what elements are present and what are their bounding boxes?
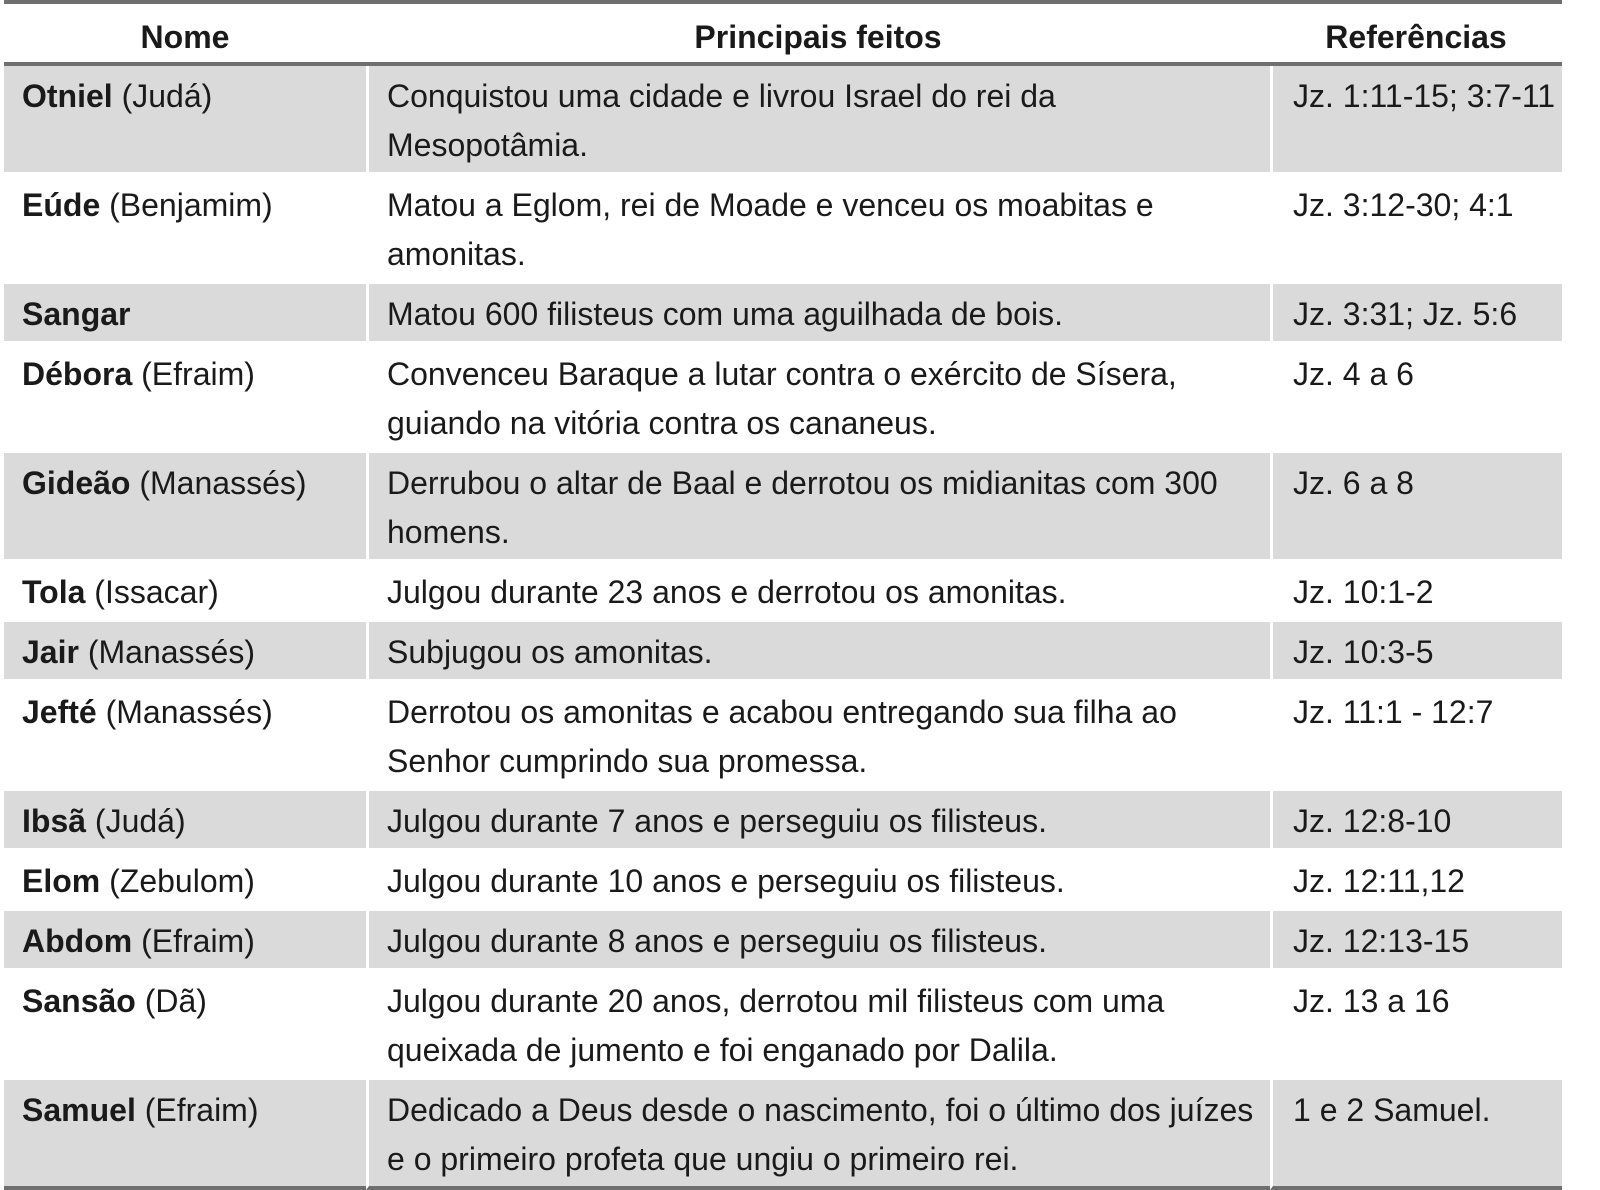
cell-references: Jz. 10:3-5 xyxy=(1270,622,1562,682)
judge-tribe: (Benjamim) xyxy=(100,187,273,223)
cell-name xyxy=(4,66,366,175)
cell-deeds: Julgou durante 20 anos, derrotou mil filisteus com uma queixada de jumento e foi enganado por Dalila. xyxy=(366,971,1270,1080)
cell-references: Jz. 10:1-2 xyxy=(1270,562,1562,622)
judge-tribe: (Judá) xyxy=(112,78,213,114)
cell-references: Jz. 13 a 16 xyxy=(1270,971,1562,1080)
table-row xyxy=(4,911,1562,971)
header-deeds: Principais feitos xyxy=(366,0,1270,66)
cell-name xyxy=(4,175,366,284)
cell-references: Jz. 11:1 - 12:7 xyxy=(1270,682,1562,791)
cell-deeds: Matou 600 filisteus com uma aguilhada de bois. xyxy=(366,284,1270,344)
judge-tribe: (Zebulom) xyxy=(100,863,255,899)
table-row xyxy=(4,344,1562,453)
table-row xyxy=(4,562,1562,622)
cell-name xyxy=(4,284,366,344)
header-name: Nome xyxy=(4,0,366,66)
cell-deeds: Subjugou os amonitas. xyxy=(366,622,1270,682)
cell-name xyxy=(4,562,366,622)
table-row xyxy=(4,791,1562,851)
table-row xyxy=(4,622,1562,682)
table-row xyxy=(4,284,1562,344)
cell-name xyxy=(4,682,366,791)
cell-deeds: Matou a Eglom, rei de Moade e venceu os moabitas e amonitas. xyxy=(366,175,1270,284)
judges-table xyxy=(4,0,1562,1190)
judge-name: Abdom xyxy=(22,923,133,959)
cell-references: Jz. 12:11,12 xyxy=(1270,851,1562,911)
judge-tribe: (Dã) xyxy=(135,983,207,1019)
judge-name: Sangar xyxy=(22,296,131,332)
header-references: Referências xyxy=(1270,0,1562,66)
cell-deeds: Julgou durante 8 anos e perseguiu os filisteus. xyxy=(366,911,1270,971)
cell-deeds: Derrotou os amonitas e acabou entregando sua filha ao Senhor cumprindo sua promessa. xyxy=(366,682,1270,791)
judge-tribe: (Manassés) xyxy=(130,465,307,501)
cell-name xyxy=(4,622,366,682)
table-row xyxy=(4,1080,1562,1190)
table-row xyxy=(4,851,1562,911)
judge-name: Sansão xyxy=(22,983,136,1019)
judge-name: Débora xyxy=(22,356,133,392)
cell-deeds: Julgou durante 10 anos e perseguiu os filisteus. xyxy=(366,851,1270,911)
cell-name xyxy=(4,851,366,911)
table-row xyxy=(4,453,1562,562)
judge-tribe: (Efraim) xyxy=(132,923,255,959)
header-row xyxy=(4,0,1562,66)
judge-tribe: (Manassés) xyxy=(96,694,273,730)
table-body xyxy=(4,66,1562,1190)
cell-deeds: Julgou durante 23 anos e derrotou os amonitas. xyxy=(366,562,1270,622)
cell-deeds: Convenceu Baraque a lutar contra o exército de Sísera, guiando na vitória contra os cananeus. xyxy=(366,344,1270,453)
table-header xyxy=(4,0,1562,66)
cell-references: Jz. 4 a 6 xyxy=(1270,344,1562,453)
judge-name: Tola xyxy=(22,574,86,610)
cell-name xyxy=(4,791,366,851)
table-row xyxy=(4,175,1562,284)
cell-references: Jz. 6 a 8 xyxy=(1270,453,1562,562)
cell-references: Jz. 1:11-15; 3:7-11 xyxy=(1270,66,1562,175)
cell-deeds: Derrubou o altar de Baal e derrotou os midianitas com 300 homens. xyxy=(366,453,1270,562)
judge-name: Elom xyxy=(22,863,101,899)
cell-references: Jz. 3:12-30; 4:1 xyxy=(1270,175,1562,284)
cell-name xyxy=(4,1080,366,1190)
cell-deeds: Conquistou uma cidade e livrou Israel do rei da Mesopotâmia. xyxy=(366,66,1270,175)
judge-name: Jefté xyxy=(22,694,97,730)
judges-table-container xyxy=(4,0,1562,1190)
cell-references: 1 e 2 Samuel. xyxy=(1270,1080,1562,1190)
table-row xyxy=(4,66,1562,175)
cell-deeds: Julgou durante 7 anos e perseguiu os filisteus. xyxy=(366,791,1270,851)
table-row xyxy=(4,682,1562,791)
judge-tribe: (Issacar) xyxy=(85,574,219,610)
judge-name: Eúde xyxy=(22,187,101,223)
judge-name: Gideão xyxy=(22,465,131,501)
judge-name: Otniel xyxy=(22,78,113,114)
cell-name xyxy=(4,911,366,971)
cell-references: Jz. 3:31; Jz. 5:6 xyxy=(1270,284,1562,344)
cell-deeds: Dedicado a Deus desde o nascimento, foi o último dos juízes e o primeiro profeta que ungiu o primeiro rei. xyxy=(366,1080,1270,1190)
judge-name: Ibsã xyxy=(22,803,87,839)
judge-tribe: (Judá) xyxy=(86,803,186,839)
judge-tribe: (Efraim) xyxy=(135,1092,259,1128)
cell-name xyxy=(4,971,366,1080)
judge-name: Samuel xyxy=(22,1092,136,1128)
cell-references: Jz. 12:8-10 xyxy=(1270,791,1562,851)
cell-name xyxy=(4,453,366,562)
judge-tribe: (Efraim) xyxy=(132,356,255,392)
cell-references: Jz. 12:13-15 xyxy=(1270,911,1562,971)
table-row xyxy=(4,971,1562,1080)
judge-name: Jair xyxy=(22,634,79,670)
cell-name xyxy=(4,344,366,453)
judge-tribe: (Manassés) xyxy=(78,634,255,670)
